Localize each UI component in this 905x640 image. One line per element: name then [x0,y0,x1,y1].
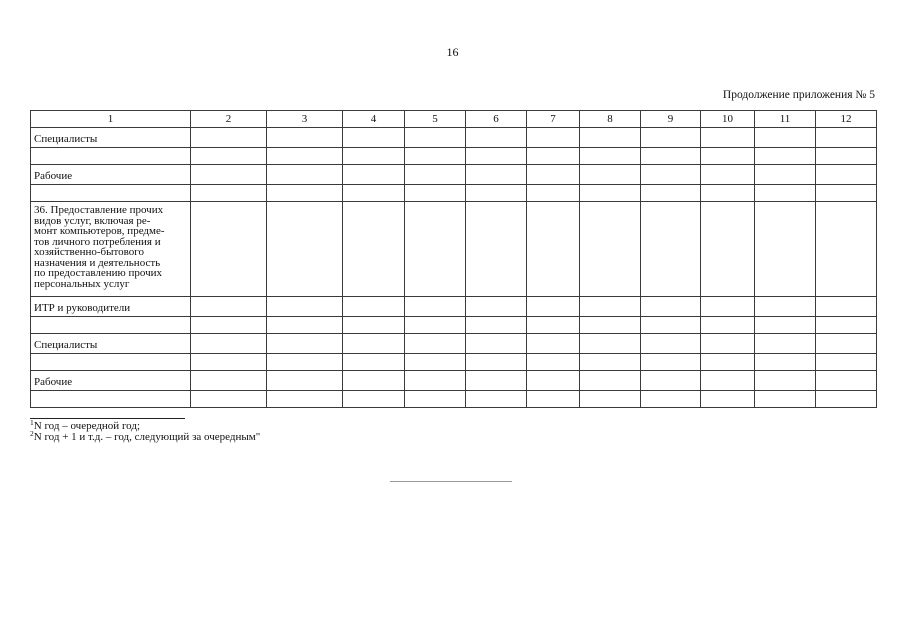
table-cell [191,128,267,148]
table-cell [267,128,343,148]
table-cell [755,202,816,297]
table-cell [343,371,405,391]
row-label: Рабочие [31,371,191,391]
table-row [31,334,877,354]
table-row [31,354,877,371]
footnote-text: N год – очередной год; [33,420,141,432]
table-cell [641,391,701,408]
table-cell [405,354,466,371]
table-cell [580,128,641,148]
table-cell [701,185,755,202]
table-cell [466,297,527,317]
table-cell [755,371,816,391]
table-cell [405,165,466,185]
table-cell [580,297,641,317]
table-cell [405,128,466,148]
row-label: Специалисты [31,128,191,148]
table-cell [816,391,877,408]
table-cell [527,354,580,371]
row-label-line: тов личного потребления и [34,235,161,248]
table-cell [701,391,755,408]
table-cell [755,354,816,371]
table-cell [191,371,267,391]
table-cell [755,391,816,408]
table-cell [701,202,755,297]
table-cell [191,354,267,371]
table-cell [527,391,580,408]
table-row [31,165,877,185]
table-cell [527,371,580,391]
table-cell [405,202,466,297]
row-label [31,354,191,371]
table-cell [755,148,816,165]
table-cell [191,185,267,202]
table-cell [641,148,701,165]
table-cell [466,317,527,334]
column-header: 1 [31,111,191,128]
table-cell [641,317,701,334]
row-label-line: назначения и деятельность [34,256,161,269]
table-cell [343,317,405,334]
table-cell [343,148,405,165]
table-cell [641,202,701,297]
table-cell [191,334,267,354]
table-cell [641,334,701,354]
row-label-line: монт компьютеров, предме- [34,225,165,237]
table-cell [701,297,755,317]
table-cell [466,148,527,165]
table-row [31,371,877,391]
table-cell [755,334,816,354]
table-cell [343,165,405,185]
row-label-line: персональных услуг [34,277,130,290]
table-cell [580,165,641,185]
column-header: 11 [755,111,816,128]
row-label: Рабочие [31,165,191,185]
table-cell [267,297,343,317]
table-row [31,297,877,317]
row-label [31,317,191,334]
row-label [31,202,191,297]
footnote-mark: 2 [30,429,34,438]
table-cell [267,371,343,391]
table-cell [191,391,267,408]
header-row [31,111,877,128]
table-cell [466,354,527,371]
table-cell [701,354,755,371]
table-cell [580,371,641,391]
table-cell [755,185,816,202]
column-header: 4 [343,111,405,128]
row-label [31,391,191,408]
table-cell [580,334,641,354]
row-label [31,148,191,165]
footnotes [30,418,261,443]
table-cell [816,165,877,185]
table-cell [343,354,405,371]
row-label-line: видов услуг, включая ре- [34,214,151,227]
table-cell [816,297,877,317]
table-cell [527,317,580,334]
table-cell [701,148,755,165]
table-cell [191,202,267,297]
table-cell [267,165,343,185]
table-cell [343,334,405,354]
table-cell [701,371,755,391]
table-cell [466,202,527,297]
table-cell [701,128,755,148]
column-header: 12 [816,111,877,128]
table-cell [343,391,405,408]
data-table [30,110,877,408]
table-cell [466,128,527,148]
table-cell [755,128,816,148]
table-cell [191,165,267,185]
table-cell [755,297,816,317]
column-header: 2 [191,111,267,128]
table-cell [466,334,527,354]
column-header: 6 [466,111,527,128]
table-cell [267,354,343,371]
table-cell [267,148,343,165]
table-cell [580,354,641,371]
column-header: 8 [580,111,641,128]
table-row [31,202,877,297]
column-header: 3 [267,111,343,128]
table-cell [701,334,755,354]
table-cell [755,317,816,334]
table-cell [191,317,267,334]
column-header: 5 [405,111,466,128]
table-cell [191,297,267,317]
table-cell [580,202,641,297]
table-cell [405,297,466,317]
table-row [31,391,877,408]
table-cell [267,317,343,334]
column-header: 7 [527,111,580,128]
table-cell [816,317,877,334]
row-label-line: по предоставлению прочих [34,267,163,279]
table-cell [816,185,877,202]
table-cell [466,391,527,408]
table-cell [580,185,641,202]
row-label: ИТР и руководители [31,297,191,317]
table-cell [405,371,466,391]
footnote-text: N год + 1 и т.д. – год, следующий за очередным" [33,431,261,443]
table-cell [343,202,405,297]
table-cell [641,354,701,371]
table-cell [580,148,641,165]
row-label [31,185,191,202]
table-cell [405,148,466,165]
table-cell [405,317,466,334]
row-label: Специалисты [31,334,191,354]
table-cell [527,185,580,202]
table-cell [580,391,641,408]
table-cell [755,165,816,185]
table-cell [641,128,701,148]
table-cell [527,202,580,297]
table-cell [267,185,343,202]
column-header: 9 [641,111,701,128]
table-row [31,185,877,202]
table-cell [343,185,405,202]
table-cell [701,317,755,334]
table-cell [641,297,701,317]
table-cell [267,202,343,297]
table-cell [527,148,580,165]
table-cell [343,297,405,317]
table-cell [405,185,466,202]
table-cell [527,297,580,317]
footnote-separator [30,418,185,419]
table-cell [466,165,527,185]
table-cell [816,354,877,371]
appendix-continuation-label: Продолжение приложения № 5 [722,89,875,101]
table-cell [527,334,580,354]
page-number: 16 [446,45,459,59]
row-label-line: 36. Предоставление прочих [34,204,164,216]
table-row [31,128,877,148]
table-cell [405,391,466,408]
table-cell [641,371,701,391]
table-cell [816,128,877,148]
table-cell [466,371,527,391]
table-cell [267,391,343,408]
table-cell [580,317,641,334]
footnote [30,429,261,443]
table-cell [701,165,755,185]
table-cell [527,128,580,148]
column-header: 10 [701,111,755,128]
table-cell [816,202,877,297]
table-cell [343,128,405,148]
footnote-mark: 1 [30,418,34,427]
row-label-line: хозяйственно-бытового [34,246,145,258]
bottom-divider [390,481,512,482]
table-cell [816,334,877,354]
table-cell [191,148,267,165]
table-cell [816,371,877,391]
table-cell [527,165,580,185]
table-row [31,317,877,334]
table-cell [816,148,877,165]
table-body [31,111,877,408]
table-row [31,148,877,165]
table-cell [267,334,343,354]
table-cell [641,165,701,185]
table-cell [641,185,701,202]
table-cell [405,334,466,354]
table-cell [466,185,527,202]
